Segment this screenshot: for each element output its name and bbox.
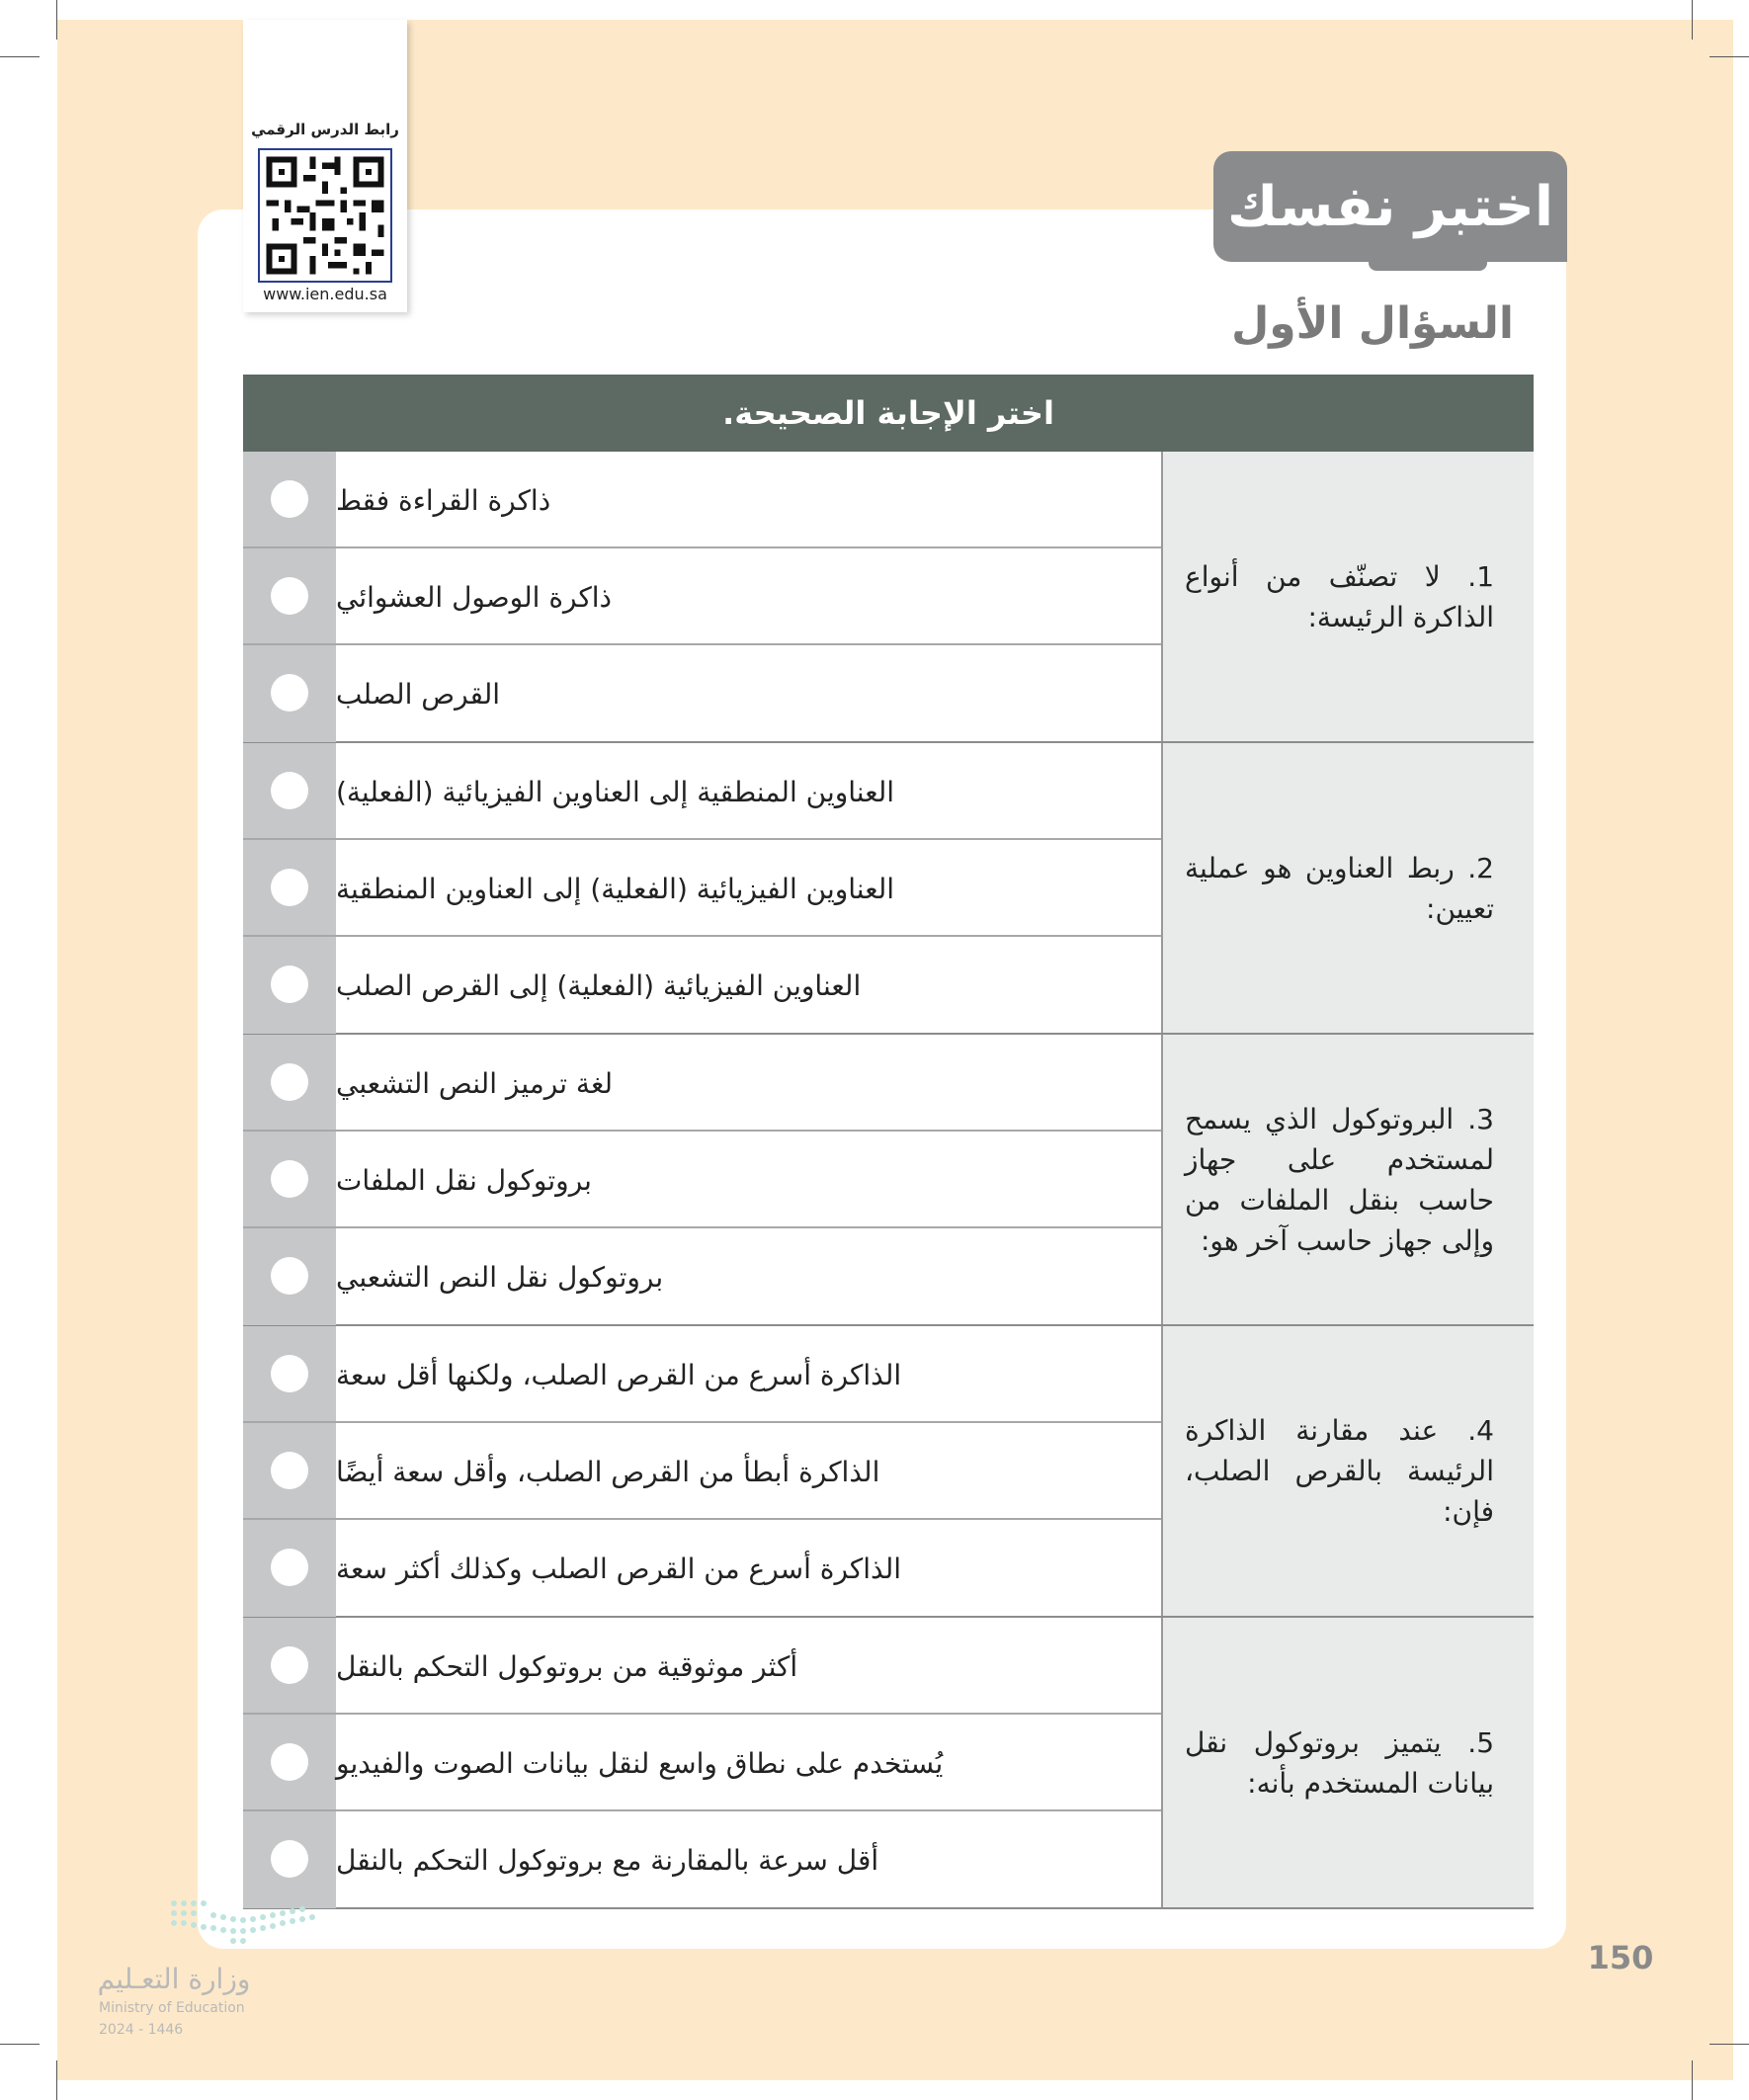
question-text	[1163, 1099, 1534, 1261]
question-group-3	[243, 1035, 1534, 1326]
option-row[interactable]	[243, 743, 1161, 840]
option-label: العناوين الفيزيائية (الفعلية) إلى القرص الصلب	[336, 968, 862, 1002]
page-title: اختبر نفسك	[1213, 151, 1567, 262]
radio-button[interactable]	[271, 1646, 308, 1684]
page-number: 150	[1587, 1939, 1654, 1976]
option-row[interactable]	[243, 1715, 1161, 1811]
radio-column	[243, 1811, 336, 1908]
radio-button[interactable]	[271, 1452, 308, 1489]
qr-label: رابط الدرس الرقمي	[251, 121, 399, 138]
radio-column	[243, 840, 336, 935]
question-group-5	[243, 1618, 1534, 1909]
option-row[interactable]	[243, 1618, 1161, 1715]
question-number: 4.	[1467, 1414, 1494, 1447]
crop-mark	[56, 2060, 57, 2100]
radio-button[interactable]	[271, 674, 308, 712]
option-row[interactable]	[243, 1035, 1161, 1132]
question-cell	[1161, 1035, 1534, 1324]
radio-button[interactable]	[271, 577, 308, 615]
option-label: لغة ترميز النص التشعبي	[336, 1066, 613, 1100]
question-text	[1163, 1722, 1534, 1804]
radio-button[interactable]	[271, 966, 308, 1003]
ministry-name-en: Ministry of Education	[99, 2000, 245, 2016]
radio-button[interactable]	[271, 480, 308, 518]
option-label: الذاكرة أسرع من القرص الصلب، ولكنها أقل سعة	[336, 1358, 902, 1391]
radio-column	[243, 1618, 336, 1713]
option-label: الذاكرة أسرع من القرص الصلب وكذلك أكثر سعة	[336, 1552, 902, 1585]
radio-button[interactable]	[271, 1840, 308, 1878]
radio-column	[243, 1228, 336, 1325]
question-body: يتميز بروتوكول نقل بيانات المستخدم بأنه:	[1185, 1725, 1494, 1800]
option-row[interactable]	[243, 1520, 1161, 1617]
option-row[interactable]	[243, 1326, 1161, 1423]
radio-column	[243, 937, 336, 1034]
radio-button[interactable]	[271, 772, 308, 809]
question-cell	[1161, 452, 1534, 741]
crop-mark	[0, 2044, 40, 2045]
option-row[interactable]	[243, 452, 1161, 548]
radio-column	[243, 452, 336, 546]
radio-column	[243, 645, 336, 742]
option-row[interactable]	[243, 937, 1161, 1034]
radio-button[interactable]	[271, 1549, 308, 1586]
crop-mark	[56, 0, 57, 40]
qr-code-icon[interactable]	[258, 148, 392, 283]
section-heading: السؤال الأول	[1231, 298, 1514, 349]
option-label: القرص الصلب	[336, 677, 501, 711]
question-number: 3.	[1467, 1102, 1494, 1135]
radio-button[interactable]	[271, 1257, 308, 1295]
quiz-instruction: اختر الإجابة الصحيحة.	[243, 375, 1534, 452]
question-number: 5.	[1467, 1725, 1495, 1759]
option-label: يُستخدم على نطاق واسع لنقل بيانات الصوت والفيديو	[336, 1746, 944, 1780]
crop-mark	[1692, 2060, 1693, 2100]
option-row[interactable]	[243, 1811, 1161, 1908]
option-row[interactable]	[243, 1228, 1161, 1325]
question-body: ربط العناوين هو عملية تعيين:	[1185, 851, 1494, 925]
title-tab	[1369, 259, 1487, 271]
question-group-2	[243, 743, 1534, 1035]
question-number: 2.	[1467, 851, 1494, 884]
ministry-name-ar: وزارة التعـليم	[97, 1963, 251, 1995]
question-body: عند مقارنة الذاكرة الرئيسة بالقرص الصلب، فإن:	[1185, 1414, 1494, 1528]
radio-button[interactable]	[271, 869, 308, 906]
question-body: لا تصنّف من أنواع الذاكرة الرئيسة:	[1185, 559, 1494, 633]
crop-mark	[1709, 2044, 1749, 2045]
radio-column	[243, 743, 336, 838]
option-row[interactable]	[243, 840, 1161, 937]
question-cell	[1161, 743, 1534, 1033]
option-label: بروتوكول نقل النص التشعبي	[336, 1260, 664, 1294]
radio-column	[243, 1326, 336, 1421]
question-number: 1.	[1467, 559, 1495, 593]
question-group-4	[243, 1326, 1534, 1618]
question-body: البروتوكول الذي يسمح لمستخدم على جهاز حاسب بنقل الملفات من وإلى جهاز حاسب آخر هو:	[1185, 1102, 1494, 1257]
radio-column	[243, 1520, 336, 1617]
question-text	[1163, 556, 1534, 637]
option-label: ذاكرة الوصول العشوائي	[336, 580, 613, 614]
radio-column	[243, 1035, 336, 1130]
quiz-table	[243, 375, 1534, 1912]
option-row[interactable]	[243, 1132, 1161, 1228]
question-cell	[1161, 1618, 1534, 1907]
radio-button[interactable]	[271, 1743, 308, 1781]
ministry-year: 2024 - 1446	[99, 2022, 184, 2038]
option-label: ذاكرة القراءة فقط	[336, 483, 551, 517]
option-label: العناوين الفيزيائية (الفعلية) إلى العناوين المنطقية	[336, 872, 895, 905]
crop-mark	[1692, 0, 1693, 40]
radio-button[interactable]	[271, 1355, 308, 1392]
question-text	[1163, 1410, 1534, 1532]
option-row[interactable]	[243, 1423, 1161, 1520]
ministry-logo-icon	[166, 1895, 324, 1951]
question-cell	[1161, 1326, 1534, 1616]
question-group-1	[243, 452, 1534, 743]
radio-button[interactable]	[271, 1160, 308, 1198]
option-label: أكثر موثوقية من بروتوكول التحكم بالنقل	[336, 1649, 798, 1683]
option-label: أقل سرعة بالمقارنة مع بروتوكول التحكم بالنقل	[336, 1843, 879, 1877]
crop-mark	[1709, 56, 1749, 57]
digital-lesson-link[interactable]	[243, 20, 407, 312]
option-label: العناوين المنطقية إلى العناوين الفيزيائية (الفعلية)	[336, 775, 895, 808]
option-row[interactable]	[243, 645, 1161, 742]
radio-column	[243, 1423, 336, 1518]
radio-column	[243, 1132, 336, 1226]
radio-column	[243, 548, 336, 643]
option-label: الذاكرة أبطأ من القرص الصلب، وأقل سعة أيضًا	[336, 1455, 880, 1488]
question-text	[1163, 848, 1534, 929]
option-row[interactable]	[243, 548, 1161, 645]
crop-mark	[0, 56, 40, 57]
radio-button[interactable]	[271, 1063, 308, 1101]
radio-column	[243, 1715, 336, 1809]
option-label: بروتوكول نقل الملفات	[336, 1163, 592, 1197]
qr-url[interactable]: www.ien.edu.sa	[263, 285, 387, 303]
